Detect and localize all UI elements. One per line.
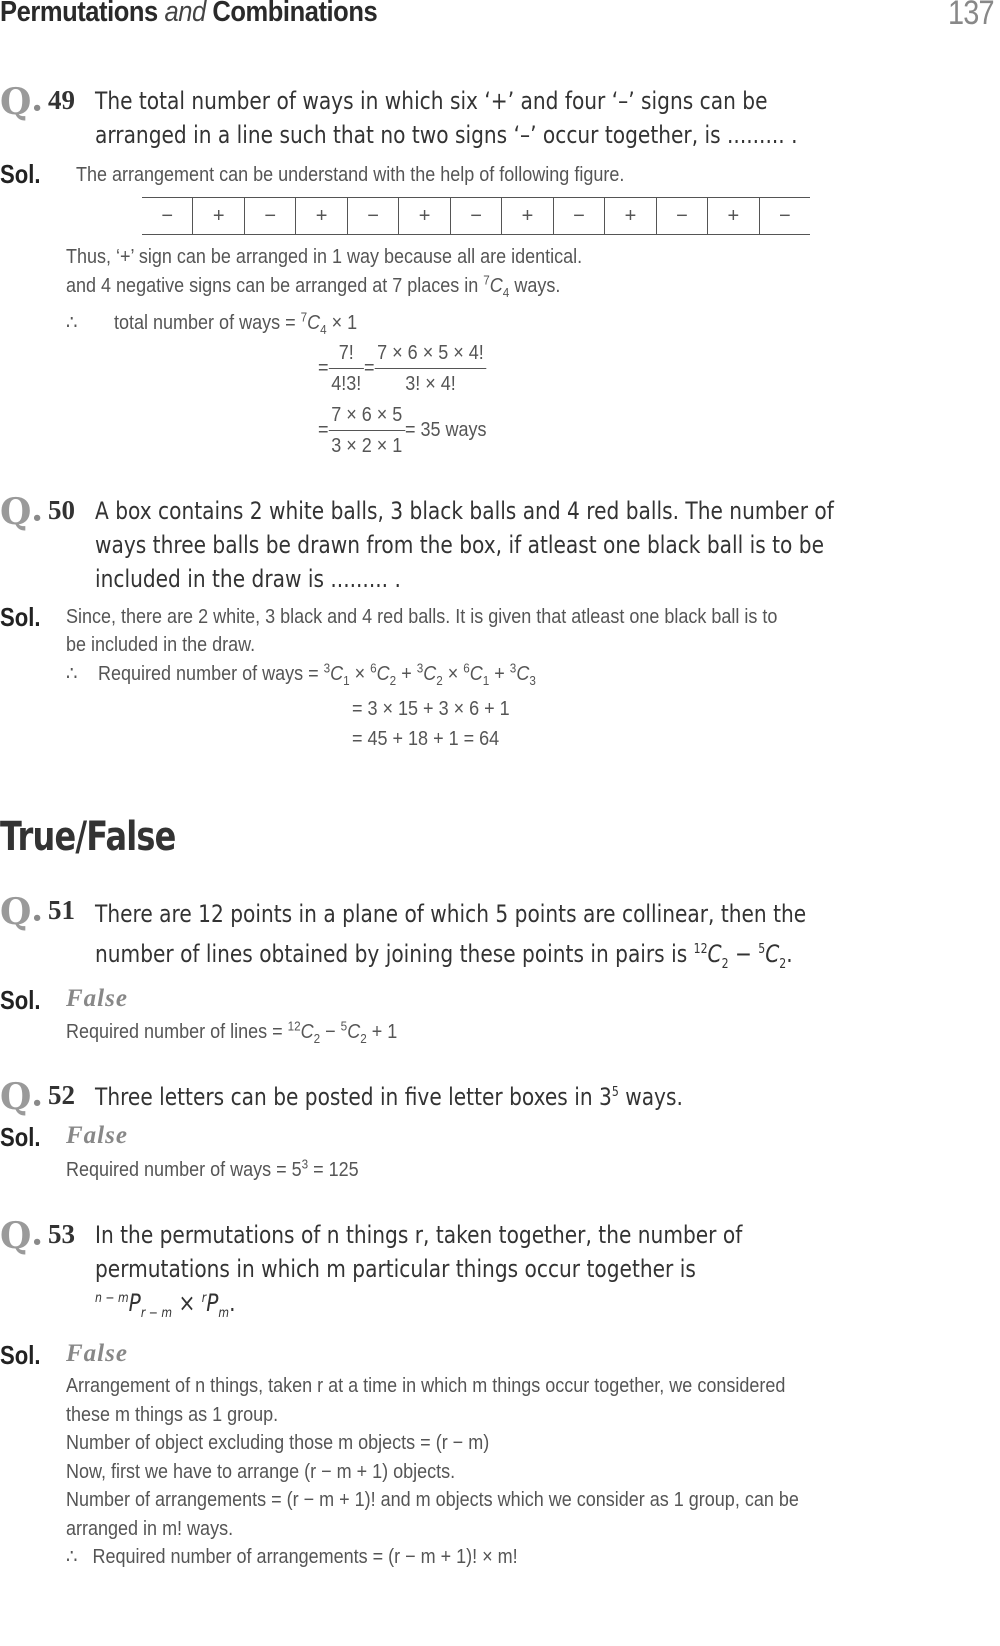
solution-equation: = $\frac{7!}{4!3!}$ = $\frac{7 \times 6 \times 5 \times 4!}{3! \times 4!}$ bbox=[318, 338, 486, 399]
signs-figure bbox=[142, 197, 810, 235]
chapter-title-and: and bbox=[164, 0, 206, 28]
solution-line: these m things as 1 group. bbox=[66, 1403, 279, 1426]
verdict-label: False bbox=[66, 985, 128, 1012]
chapter-title-part1: Permutations bbox=[0, 0, 158, 28]
solution-equation: Required number of ways = $5^3 = 125$ bbox=[66, 1156, 359, 1181]
question-marker-icon: Q• bbox=[0, 1076, 43, 1118]
plus-sign-cell: + bbox=[708, 198, 759, 234]
verdict-label: False bbox=[66, 1122, 128, 1149]
plus-sign-cell: + bbox=[605, 198, 656, 234]
therefore-symbol: ∴ bbox=[66, 663, 78, 685]
solution-text: Since, there are 2 white, 3 black and 4 red balls. It is given that atleast one black ball is to be included in the draw. bbox=[66, 606, 778, 656]
solution-label: Sol. bbox=[0, 1122, 41, 1152]
plus-sign-cell: + bbox=[193, 198, 244, 234]
question-marker-icon: Q• bbox=[0, 491, 43, 533]
therefore-symbol: ∴ bbox=[66, 312, 78, 334]
question-line: permutations in which m particular things occur together is bbox=[95, 1255, 696, 1283]
question-number: 53 bbox=[48, 1219, 75, 1249]
solution-equation: = 45 + 18 + 1 = 64 bbox=[352, 728, 500, 750]
question-line: ways three balls be drawn from the box, if atleast one black ball is to be bbox=[95, 531, 824, 559]
solution-equation: total number of ways = $^7C_4 \times 1$ bbox=[114, 309, 358, 337]
question-text: Three letters can be posted in five letter boxes in $3^5$ ways. bbox=[95, 1083, 683, 1111]
solution-equation: = $\frac{7 \times 6 \times 5}{3 \times 2 \times 1}$ = 35 ways bbox=[318, 400, 487, 461]
solution-equation: Required number of ways = $^3C_1 \times ^6C_2 + ^3C_2 \times ^6C_1 + ^3C_3$ bbox=[98, 660, 536, 688]
solution-label: Sol. bbox=[0, 159, 41, 189]
question-line: There are 12 points in a plane of which 5 points are collinear, then the bbox=[95, 900, 807, 928]
question-line: A box contains 2 white balls, 3 black balls and 4 red balls. The number of bbox=[95, 497, 834, 525]
solution-body bbox=[66, 1372, 799, 1572]
minus-sign-cell: − bbox=[554, 198, 605, 234]
solution-label: Sol. bbox=[0, 985, 41, 1015]
minus-sign-cell: − bbox=[245, 198, 296, 234]
solution-equation: Required number of lines = $^{12}C_2 - ^5C_2 + 1$ bbox=[66, 1018, 398, 1046]
question-number: 51 bbox=[48, 895, 75, 925]
solution-label: Sol. bbox=[0, 602, 41, 632]
minus-sign-cell: − bbox=[657, 198, 708, 234]
minus-sign-cell: − bbox=[348, 198, 399, 234]
solution-line: Now, first we have to arrange (r − m + 1) objects. bbox=[66, 1460, 456, 1483]
question-text bbox=[95, 84, 798, 152]
question-formula: $^{n - m}P_{r - m} \times ^rP_m$. bbox=[95, 1289, 236, 1321]
question-text bbox=[95, 1218, 742, 1320]
solution-text: Thus, ‘+’ sign can be arranged in 1 way because all are identical. bbox=[66, 246, 583, 268]
question-line: number of lines obtained by joining these points in pairs is $^{12}C_2 - ^5C_2$. bbox=[95, 940, 793, 972]
question-line: In the permutations of n things r, taken together, the number of bbox=[95, 1221, 743, 1249]
question-line: included in the draw is ......... . bbox=[95, 565, 401, 593]
verdict-label: False bbox=[66, 1340, 128, 1367]
solution-line: arranged in m! ways. bbox=[66, 1517, 234, 1540]
question-text bbox=[95, 894, 806, 974]
question-number: 49 bbox=[48, 85, 75, 115]
question-marker-icon: Q• bbox=[0, 1215, 43, 1257]
solution-label: Sol. bbox=[0, 1340, 41, 1370]
question-marker-icon: Q• bbox=[0, 81, 43, 123]
question-marker-icon: Q• bbox=[0, 891, 43, 933]
question-line: The total number of ways in which six ‘+’ and four ‘–’ signs can be bbox=[95, 87, 768, 115]
question-text bbox=[95, 494, 834, 596]
solution-line: ∴ Required number of arrangements = (r − m + 1)! × m! bbox=[66, 1546, 518, 1568]
solution-text: and 4 negative signs can be arranged at 7 places in $^7C_4$ ways. bbox=[66, 272, 561, 300]
question-number: 52 bbox=[48, 1080, 75, 1110]
minus-sign-cell: − bbox=[142, 198, 193, 234]
question-number: 50 bbox=[48, 495, 75, 525]
solution-line: Arrangement of n things, taken r at a time in which m things occur together, we considered bbox=[66, 1375, 786, 1397]
page-number: 137 bbox=[948, 0, 994, 32]
solution-line: Number of arrangements = (r − m + 1)! and m objects which we consider as 1 group, can be bbox=[66, 1489, 799, 1511]
minus-sign-cell: − bbox=[779, 205, 791, 227]
solution-line: Number of object excluding those m objects = (r − m) bbox=[66, 1432, 490, 1454]
solution-equation: = 3 × 15 + 3 × 6 + 1 bbox=[352, 698, 510, 720]
question-line: arranged in a line such that no two signs ‘–’ occur together, is ......... . bbox=[95, 121, 798, 149]
minus-sign-cell: − bbox=[451, 198, 502, 234]
plus-sign-cell: + bbox=[399, 198, 450, 234]
section-title: True/False bbox=[0, 814, 176, 860]
solution-text: The arrangement can be understand with the help of following figure. bbox=[76, 164, 625, 186]
plus-sign-cell: + bbox=[502, 198, 553, 234]
chapter-title bbox=[0, 0, 377, 29]
plus-sign-cell: + bbox=[296, 198, 347, 234]
chapter-title-part2: Combinations bbox=[212, 0, 378, 28]
